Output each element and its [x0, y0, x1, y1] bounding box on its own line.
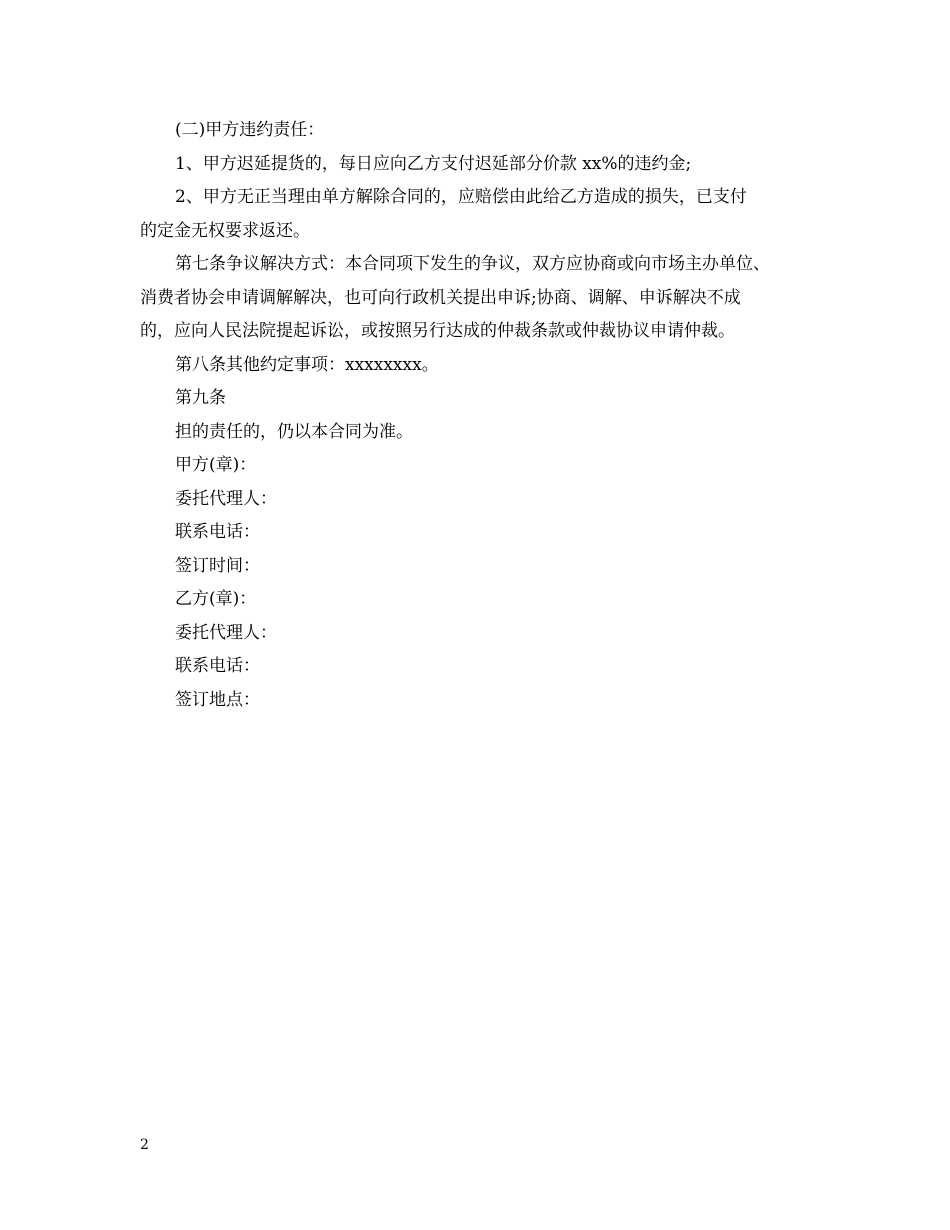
paragraph-liability-note [140, 416, 840, 450]
paragraph-termination [140, 181, 840, 248]
text-line: 2、甲方无正当理由单方解除合同的，应赔偿由此给乙方造成的损失，已支付 [175, 187, 747, 207]
signing-place [140, 684, 840, 718]
text-line: 第七条争议解决方式：本合同项下发生的争议，双方应协商或向市场主办单位、 [175, 254, 770, 274]
text-line: 甲方(章)： [175, 455, 257, 475]
party-b-phone [140, 650, 840, 684]
paragraph-dispute-resolution [140, 248, 840, 349]
text-line: 的，应向人民法院提起诉讼，或按照另行达成的仲裁条款或仲裁协议申请仲裁。 [140, 321, 735, 341]
paragraph-late-pickup [140, 148, 840, 182]
party-b-agent [140, 617, 840, 651]
text-line: (二)甲方违约责任： [175, 120, 325, 140]
text-line: 签订地点： [175, 689, 260, 710]
text-line: 签订时间： [175, 555, 260, 576]
text-line: 第九条 [175, 388, 226, 408]
party-a-agent [140, 483, 840, 517]
text-line: 委托代理人： [175, 622, 277, 643]
text-line: 乙方(章)： [175, 589, 257, 609]
text-line: 联系电话： [175, 522, 260, 542]
page-number: 2 [140, 1137, 149, 1153]
text-line: 联系电话： [175, 656, 260, 676]
document-body [140, 114, 840, 717]
paragraph-breach-heading [140, 114, 840, 148]
paragraph-other-matters [140, 349, 840, 383]
text-line: 消费者协会申请调解解决，也可向行政机关提出申诉;协商、调解、申诉解决不成 [140, 287, 741, 308]
text-line: 的定金无权要求返还。 [140, 220, 310, 241]
party-a-phone [140, 516, 840, 550]
signing-time [140, 550, 840, 584]
text-line: 担的责任的，仍以本合同为准。 [175, 421, 413, 442]
text-line: 第八条其他约定事项：xxxxxxxx。 [175, 354, 439, 375]
text-line: 1、甲方迟延提货的，每日应向乙方支付迟延部分价款 xx%的违约金; [175, 153, 692, 174]
party-b-seal [140, 583, 840, 617]
text-line: 委托代理人： [175, 488, 277, 509]
paragraph-article-nine [140, 382, 840, 416]
party-a-seal [140, 449, 840, 483]
